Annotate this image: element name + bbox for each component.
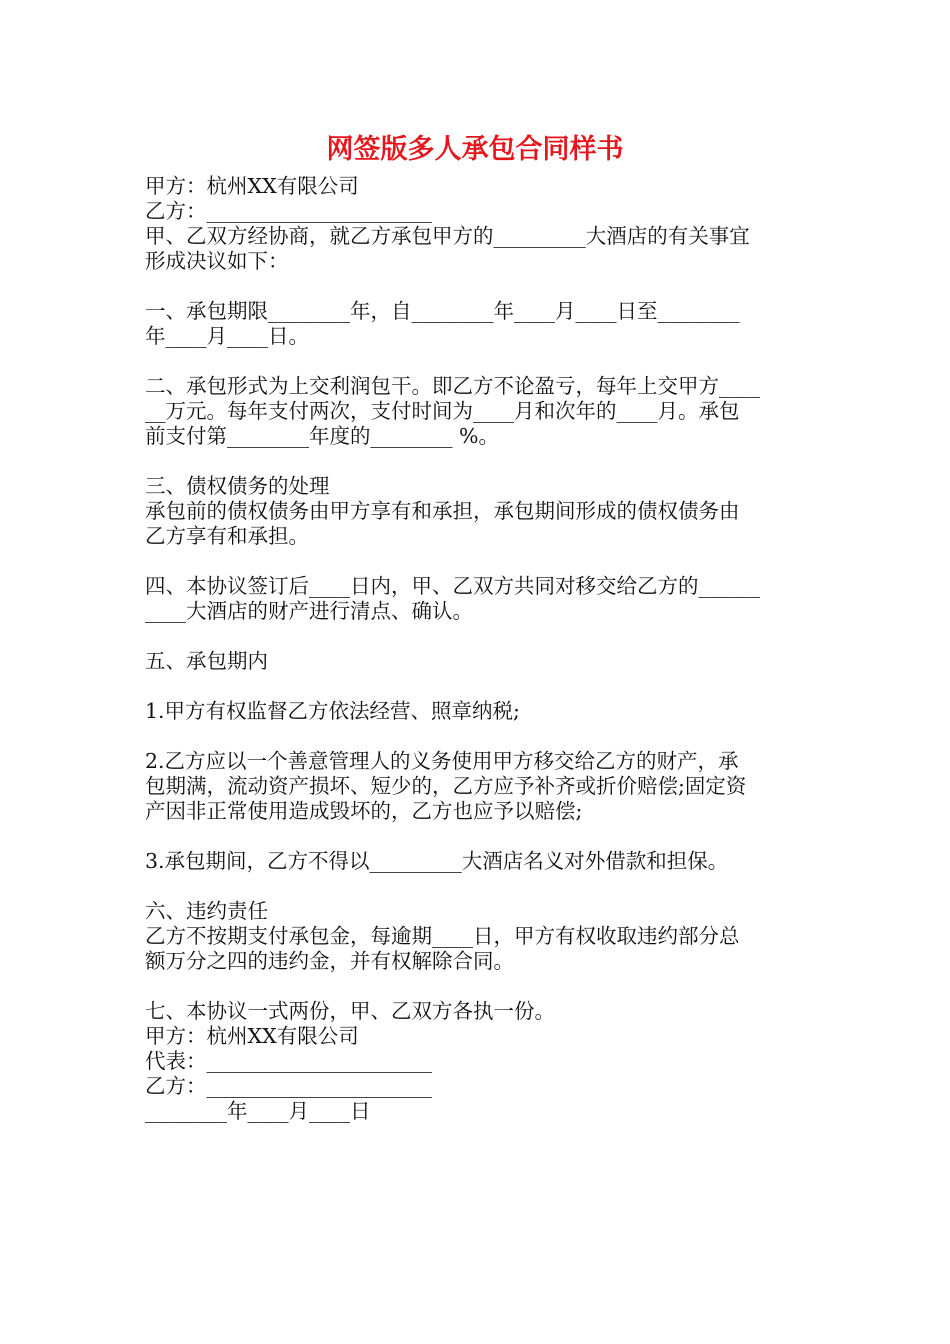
text-line: 二、承包形式为上交利润包干。即乙方不论盈亏，每年上交甲方____ [145,374,760,398]
text-line: 3.承包期间，乙方不得以_________大酒店名义对外借款和担保。 [145,849,729,873]
paragraph-gap [145,274,810,299]
text-line: ____大酒店的财产进行清点、确认。 [145,599,473,623]
text-line: 包期满，流动资产损坏、短少的，乙方应予补齐或折价赔偿;固定资 [145,774,747,798]
text-line: 甲方：杭州XX有限公司 [145,1024,359,1048]
text-line: 乙方：______________________ [145,199,432,223]
text-line: 形成决议如下： [145,249,289,273]
text-line: 乙方：______________________ [145,1074,432,1098]
text-line: 一、承包期限________年，自________年____月____日至________ [145,299,740,323]
text-line: 三、债权债务的处理 [145,474,330,498]
text-line: 乙方不按期支付承包金，每逾期____日，甲方有权收取违约部分总 [145,924,740,948]
text-line: 前支付第________年度的________ %。 [145,424,499,448]
text-line: 承包前的债权债务由甲方享有和承担，承包期间形成的债权债务由 [145,499,740,523]
paragraph-gap [145,674,810,699]
document-title: 网签版多人承包合同样书 [326,134,624,165]
text-line: 代表：______________________ [145,1049,432,1073]
text-line: 产因非正常使用造成毁坏的，乙方也应予以赔偿; [145,799,583,823]
text-line: ________年____月____日 [145,1099,371,1123]
paragraph-gap [145,824,810,849]
text-line: 年____月____日。 [145,324,309,348]
document-body [145,174,810,1124]
text-line: 额万分之四的违约金，并有权解除合同。 [145,949,514,973]
paragraph-gap [145,449,810,474]
text-line: 2.乙方应以一个善意管理人的义务使用甲方移交给乙方的财产，承 [145,749,739,773]
paragraph-gap [145,349,810,374]
paragraph-gap [145,974,810,999]
text-line: 乙方享有和承担。 [145,524,309,548]
paragraph-gap [145,874,810,899]
text-line: 六、违约责任 [145,899,268,923]
paragraph-gap [145,624,810,649]
text-line: 四、本协议签订后____日内，甲、乙双方共同对移交给乙方的______ [145,574,760,598]
text-line: 甲、乙双方经协商，就乙方承包甲方的_________大酒店的有关事宜 [145,224,750,248]
paragraph-gap [145,724,810,749]
text-line: __万元。每年支付两次，支付时间为____月和次年的____月。承包 [145,399,740,423]
text-line: 甲方：杭州XX有限公司 [145,174,359,198]
paragraph-gap [145,549,810,574]
text-line: 1.甲方有权监督乙方依法经营、照章纳税; [145,699,520,723]
text-line: 七、本协议一式两份，甲、乙双方各执一份。 [145,999,555,1023]
text-line: 五、承包期内 [145,649,268,673]
